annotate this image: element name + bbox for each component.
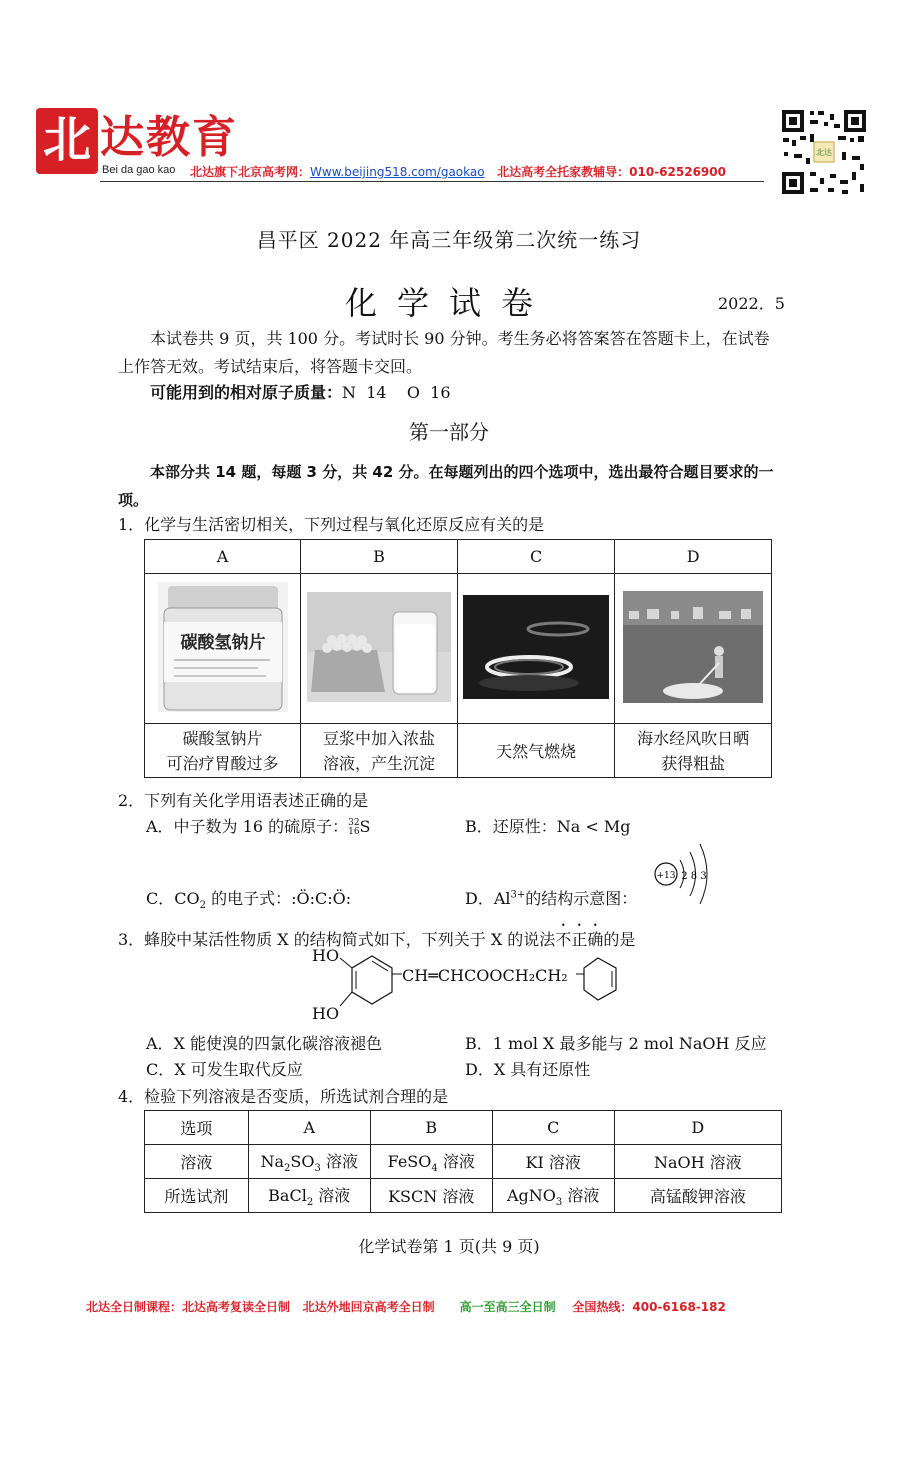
q4-row2-c	[492, 1179, 614, 1213]
q4-row1-a	[248, 1145, 370, 1179]
cell-text: 高锰酸钾溶液	[649, 1187, 746, 1206]
q2-mass-number: 32	[348, 817, 360, 828]
q4-row2-a	[248, 1179, 370, 1213]
section-desc: 本部分共 14 题，每题 3 分，共 42 分。在每题列出的四个选项中，选出最符合题目要求的一项。	[118, 463, 774, 509]
q3-option-d: D．X 具有还原性	[465, 1060, 591, 1079]
header-link[interactable]: Www.beijing518.com/gaokao	[310, 165, 485, 179]
q4-header-d: D	[614, 1111, 781, 1145]
q2-stem: 2．下列有关化学用语表述正确的是	[118, 791, 369, 810]
cell-text: KSCN 溶液	[388, 1187, 475, 1206]
q1-caption-d-line2: 获得粗盐	[661, 753, 726, 773]
q3-option-c: C．X 可发生取代反应	[146, 1060, 303, 1079]
cell-sub: 3	[555, 1197, 563, 1209]
q4-header-c: C	[492, 1111, 614, 1145]
logo-pinyin: Bei da gao kao	[102, 164, 176, 176]
q2-nuclide-numbers	[348, 819, 359, 837]
cell-text-post: 溶液	[320, 1151, 358, 1171]
q4-header-option: 选项	[145, 1111, 249, 1145]
cell-sub2: 3	[314, 1163, 321, 1175]
cell-text-post: 溶液	[313, 1185, 351, 1205]
medicine-bottle-image	[158, 582, 288, 712]
q1-caption-d	[615, 724, 772, 778]
q4-row1-d	[614, 1145, 781, 1179]
cell-text: BaCl	[268, 1185, 307, 1205]
q2-option-b: B．还原性：Na < Mg	[465, 817, 631, 836]
q1-caption-a-line1: 碳酸氢钠片	[182, 728, 263, 748]
qr-code-icon	[780, 108, 868, 196]
q2-option-d-rest: 的结构示意图：	[525, 889, 638, 908]
soymilk-image	[307, 592, 451, 702]
bottom-ad-1: 北达全日制课程：北达高考复读全日制	[86, 1300, 291, 1314]
atomic-mass-values: N 14 O 16	[342, 383, 451, 402]
bottom-ad-3: 高一至高三全日制	[459, 1300, 556, 1314]
q1-image-a	[145, 574, 301, 724]
q4-header-a: A	[248, 1111, 370, 1145]
q3-chain: CH═CHCOOCH₂CH₂	[402, 966, 568, 985]
cell-text-post: 溶液	[437, 1151, 475, 1171]
q2-option-a	[146, 814, 371, 837]
q3-option-b: B．1 mol X 最多能与 2 mol NaOH 反应	[465, 1034, 767, 1053]
q1-caption-c	[458, 724, 615, 778]
q3-stem-emphasis: 不正确	[555, 930, 604, 949]
q3-stem-pre: 3．蜂胶中某活性物质 X 的结构简式如下，下列关于 X 的说法	[118, 930, 556, 949]
q2-option-d-sup: 3+	[510, 889, 526, 901]
nucleus-charge: +13	[656, 871, 676, 881]
q1-image-b	[301, 574, 458, 724]
section-title: 第一部分	[409, 420, 489, 444]
atomic-mass-line	[150, 379, 814, 407]
q4-row2-d	[614, 1179, 781, 1213]
q3-ho-bottom: HO	[312, 1004, 340, 1023]
exam-title: 昌平区 2022 年高三年级第二次统一练习	[256, 228, 642, 252]
q3-structure	[300, 944, 640, 1024]
gas-flame-image	[463, 595, 609, 699]
logo-text: 达教育	[100, 112, 238, 163]
q1-caption-b-line2: 溶液，产生沉淀	[323, 753, 436, 773]
q4-row2-b	[370, 1179, 492, 1213]
q4-row1-label: 溶液	[145, 1145, 249, 1179]
q3-option-a: A．X 能使溴的四氯化碳溶液褪色	[146, 1034, 383, 1053]
q4-row1-c	[492, 1145, 614, 1179]
q1-header-a: A	[145, 540, 301, 574]
electron-shells: 2 8 3	[681, 871, 707, 882]
q1-caption-a	[145, 724, 301, 778]
cell-text: AgNO	[506, 1185, 556, 1205]
q1-table	[144, 539, 772, 778]
atomic-mass-label: 可能用到的相对原子质量：	[150, 383, 343, 402]
q1-header-c: C	[458, 540, 615, 574]
q3-ho-top: HO	[312, 946, 340, 965]
q2-option-d-text: D．Al	[465, 889, 511, 908]
header-rule	[100, 181, 764, 182]
q4-table	[144, 1110, 782, 1213]
exam-date: 2022．5	[718, 294, 785, 313]
header-suffix: 北达高考全托家教辅导：010-62526900	[497, 165, 726, 179]
q3-stem-post: 的是	[603, 930, 636, 949]
bottom-ad-4: 全国热线：400-6168-182	[572, 1300, 726, 1314]
q4-row1-b	[370, 1145, 492, 1179]
q2-option-c	[146, 886, 351, 911]
cell-sub: 2	[284, 1163, 291, 1175]
cell-sub: 4	[431, 1163, 438, 1175]
q1-caption-b	[301, 724, 458, 778]
q1-caption-a-line2: 可治疗胃酸过多	[166, 753, 279, 773]
q1-header-d: D	[615, 540, 772, 574]
q2-electron-formula: :Ö:C:Ö:	[291, 889, 352, 908]
q2-symbol: S	[359, 817, 371, 836]
bottom-ad-2: 北达外地回京高考全日制	[302, 1300, 435, 1314]
q2-option-c-text: C．CO	[146, 889, 200, 908]
logo-char: 北	[42, 112, 91, 168]
bottom-ad-line	[86, 1298, 726, 1315]
q4-stem: 4．检验下列溶液是否变质，所选试剂合理的是	[118, 1087, 449, 1106]
cell-sub: 2	[306, 1197, 314, 1209]
cell-text: Na	[260, 1151, 285, 1171]
cell-text: NaOH 溶液	[653, 1153, 742, 1172]
q2-option-c-rest: 的电子式：	[205, 889, 292, 908]
q1-caption-c-line1: 天然气燃烧	[496, 742, 577, 761]
logo-mark	[36, 108, 98, 174]
exam-subject: 化学试卷	[344, 284, 553, 322]
q2-option-a-text: A．中子数为 16 的硫原子：	[146, 817, 349, 836]
header-prefix: 北达旗下北京高考网：	[190, 165, 311, 179]
q2-atomic-number: 16	[348, 826, 360, 837]
cell-text-post: 溶液	[562, 1185, 600, 1205]
q1-image-c	[458, 574, 615, 724]
atom-structure-diagram	[652, 842, 722, 906]
q4-header-b: B	[370, 1111, 492, 1145]
q1-header-b: B	[301, 540, 458, 574]
exam-instructions: 本试卷共 9 页，共 100 分。考试时长 90 分钟。考生务必将答案答在答题卡上，在试卷上作答无效。考试结束后，将答题卡交回。	[118, 329, 770, 376]
q2-option-c-sub: 2	[199, 900, 206, 912]
q4-row2-label: 所选试剂	[145, 1179, 249, 1213]
q1-caption-d-line1: 海水经风吹日晒	[637, 728, 750, 748]
sea-salt-image	[623, 591, 763, 703]
q3-rings	[300, 944, 640, 1024]
q1-caption-b-line1: 豆浆中加入浓盐	[323, 728, 436, 748]
q1-stem: 1．化学与生活密切相关，下列过程与氧化还原反应有关的是	[118, 515, 545, 534]
svg-text:北达: 北达	[816, 148, 832, 157]
cell-text: FeSO	[387, 1151, 432, 1171]
q1-image-d	[615, 574, 772, 724]
bottle-label: 碳酸氢钠片	[180, 632, 265, 653]
page-footer: 化学试卷第 1 页(共 9 页)	[358, 1237, 540, 1256]
header-contact-line	[190, 163, 726, 180]
q2-option-d	[465, 886, 637, 909]
cell-text: KI 溶液	[525, 1153, 581, 1172]
cell-text-mid: SO	[290, 1151, 315, 1171]
